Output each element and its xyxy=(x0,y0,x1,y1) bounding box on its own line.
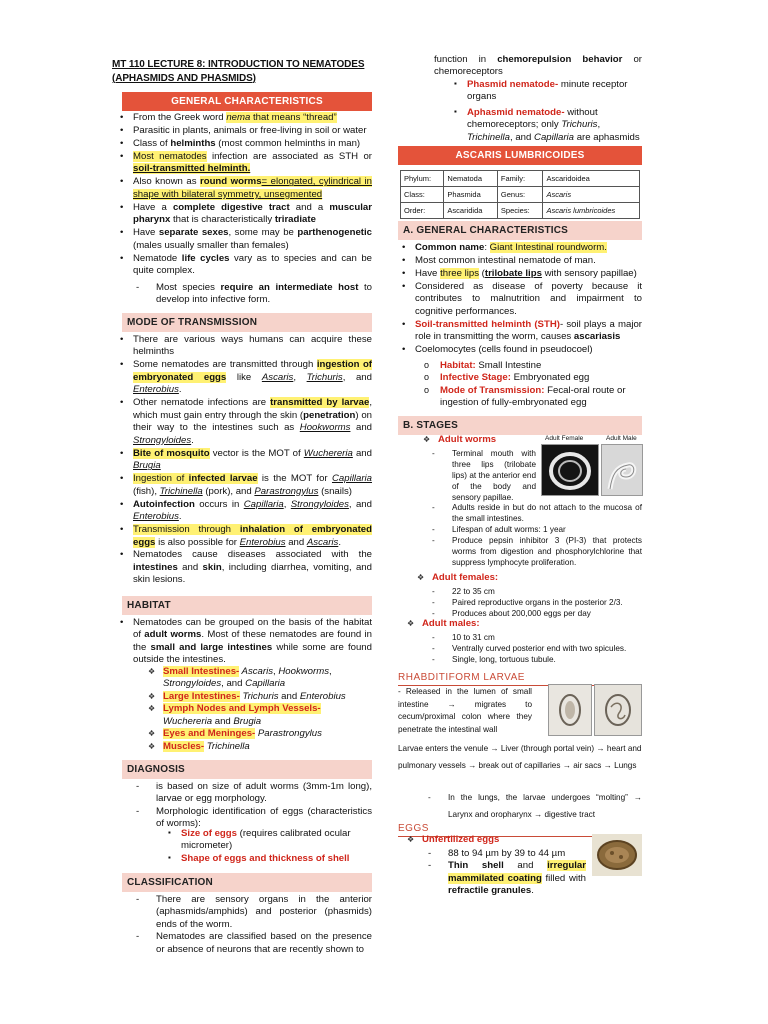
list-item: - 88 to 94 µm by 39 to 44 µm xyxy=(408,848,586,860)
habitat-intro xyxy=(116,617,372,667)
diagnosis-list xyxy=(116,781,372,831)
ascaris-header: ASCARIS LUMBRICOIDES xyxy=(398,146,642,165)
list-item: - 10 to 31 cm xyxy=(412,632,642,643)
adult-males-heading xyxy=(402,618,602,630)
list-item: - Morphologic identification of eggs (characteristics of worms): xyxy=(116,806,372,831)
document-title xyxy=(112,58,374,85)
list-item: ❖ Adult males: xyxy=(402,618,602,630)
adult-worms-list-narrow xyxy=(412,448,536,503)
rhabditiform-text-2: Larvae enters the venule → Liver (through portal vein) → heart and pulmonary vessels → break out of capillaries → air sacs → Lungs xyxy=(398,744,642,771)
list-item: ❖ Muscles- Trichinella xyxy=(143,741,372,753)
adult-female-photo xyxy=(541,444,599,496)
list-item: • From the Greek word nema that means “thread” xyxy=(116,112,372,124)
list-item: ▪ Phasmid nematode- minute receptor organs xyxy=(452,79,642,104)
list-item: o Infective Stage: Embryonated egg xyxy=(398,372,642,384)
list-item: - 22 to 35 cm xyxy=(412,586,642,597)
list-item: • Have a complete digestive tract and a muscular pharynx that is characteristically triradiate xyxy=(116,202,372,227)
list-item: • Nematode life cycles vary as to species and can be quite complex. xyxy=(116,253,372,278)
list-item: - Ventrally curved posterior end with two spicules. xyxy=(412,643,642,654)
section-a-header: A. GENERAL CHARACTERISTICS xyxy=(398,221,642,240)
list-item: • Autoinfection occurs in Capillaria, Strongyloides, and Enterobius. xyxy=(116,499,372,524)
list-item: • Nematodes cause diseases associated with the intestines and skin, including diarrhea, vomiting, and skin lesions. xyxy=(116,549,372,586)
eggs-header: EGGS xyxy=(398,822,642,837)
list-item: - Lifespan of adult worms: 1 year xyxy=(412,524,642,535)
title-line-1: MT 110 LECTURE 8: INTRODUCTION TO NEMATODES xyxy=(112,59,365,70)
list-item: • Most common intestinal nematode of man. xyxy=(398,255,642,267)
larvae-photo-1 xyxy=(548,684,592,736)
list-item: - Adults reside in but do not attach to the mucosa of the small intestines. xyxy=(412,502,642,524)
list-item: • Some nematodes are transmitted through ingestion of embryonated eggs like Ascaris, Trichuris, and Enterobius. xyxy=(116,359,372,396)
list-item: • Considered as disease of poverty because it contributes to malnutrition and impairment to cognitive performances. xyxy=(398,281,642,318)
table-row: Phylum: Nematoda Family: Ascaridoidea xyxy=(401,171,640,187)
habitat-list xyxy=(143,666,372,753)
unfertilized-egg-photo xyxy=(592,834,642,876)
list-item: - Produce pepsin inhibitor 3 (PI-3) that protects worms from digestion and phosphorylchlorine that suppress lymphocyte proliferation. xyxy=(412,535,642,568)
section-b-header: B. STAGES xyxy=(398,416,642,435)
phasmid-list xyxy=(452,79,642,144)
rhabditiform-header: RHABDITIFORM LARVAE xyxy=(398,671,642,686)
list-item: ▪ Size of eggs (requires calibrated ocular micrometer) xyxy=(166,828,372,853)
list-item: - Nematodes are classified based on the presence or absence of neurons that are recently shown to xyxy=(116,931,372,956)
list-item: • Ingestion of infected larvae is the MOT for Capillaria (fish), Trichinella (pork), and Parastrongylus (snails) xyxy=(116,473,372,498)
adult-male-photo xyxy=(601,444,643,496)
mode-of-transmission-list xyxy=(116,334,372,587)
section-a-list xyxy=(398,242,642,357)
list-item: • Nematodes can be grouped on the basis of the habitat of adult worms. Most of these nematodes are found in the small and large intestines while some are found outside the intestines. xyxy=(116,617,372,667)
adult-females-list xyxy=(412,586,642,619)
classification-header: CLASSIFICATION xyxy=(122,873,372,892)
list-item: ❖ Adult worms xyxy=(418,434,548,446)
mode-of-transmission-header: MODE OF TRANSMISSION xyxy=(122,313,372,332)
list-item: o Habitat: Small Intestine xyxy=(398,360,642,372)
adult-worms-heading xyxy=(418,434,548,446)
list-item: - Produces about 200,000 eggs per day xyxy=(412,608,642,619)
list-item: • Transmission through inhalation of embryonated eggs is also possible for Enterobius and Ascaris. xyxy=(116,524,372,549)
list-item: ▪ Aphasmid nematode- without chemoreceptors; only Trichuris, Trichinella, and Capillaria are aphasmids xyxy=(452,107,642,144)
list-item: o Mode of Transmission: Fecal-oral route or ingestion of fully-embryonated egg xyxy=(398,385,642,410)
list-item: • Coelomocytes (cells found in pseudocoel) xyxy=(398,344,642,356)
list-item: - Paired reproductive organs in the posterior 2/3. xyxy=(412,597,642,608)
list-item: ❖ Large Intestines- Trichuris and Enterobius xyxy=(143,691,372,703)
general-sub-list xyxy=(116,282,372,307)
list-item: • Soil-transmitted helminth (STH)- soil plays a major role in transmitting the worm, causes ascariasis xyxy=(398,319,642,344)
adult-male-label: Adult Male xyxy=(606,435,637,442)
section-a-sub-list xyxy=(398,360,642,410)
list-item: ❖ Adult females: xyxy=(412,572,612,584)
larvae-photo-2 xyxy=(594,684,642,736)
diagnosis-sub-list xyxy=(166,828,372,865)
adult-males-list xyxy=(412,632,642,665)
adult-worms-list xyxy=(412,502,642,568)
list-item: - Single, long, tortuous tubule. xyxy=(412,654,642,665)
general-characteristics-header: GENERAL CHARACTERISTICS xyxy=(122,92,372,111)
list-item: • Have three lips (trilobate lips with sensory papillae) xyxy=(398,268,642,280)
diagnosis-header: DIAGNOSIS xyxy=(122,760,372,779)
rhabditiform-list xyxy=(408,789,642,823)
list-item: • Most nematodes infection are associated as STH or soil-transmitted helminth. xyxy=(116,151,372,176)
eggs-list xyxy=(408,848,586,898)
list-item: • There are various ways humans can acquire these helminths xyxy=(116,334,372,359)
habitat-header: HABITAT xyxy=(122,596,372,615)
list-item: - Terminal mouth with three lips (trilobate lips) at the anterior end of the body and sensory papillae. xyxy=(412,448,536,503)
table-row: Order: Ascaridida Species: Ascaris lumbricoides xyxy=(401,203,640,219)
list-item: • Also known as round worms= elongated, cylindrical in shape with bilateral symmetry, unsegmented xyxy=(116,176,372,201)
list-item: - Thin shell and irregular mammilated coating filled with refractile granules. xyxy=(408,860,586,897)
list-item: ❖ Unfertilized eggs xyxy=(402,834,602,846)
list-item: ❖ Lymph Nodes and Lymph Vessels- Wuchereria and Brugia xyxy=(143,703,372,728)
list-item: • Parasitic in plants, animals or free-living in soil or water xyxy=(116,125,372,137)
list-item: - There are sensory organs in the anterior (aphasmids/amphids) and posterior (phasmids) ends of the worm. xyxy=(116,894,372,931)
title-line-2: (APHASMIDS AND PHASMIDS) xyxy=(112,72,256,84)
classification-list xyxy=(116,894,372,956)
taxonomy-table xyxy=(400,170,640,219)
chemoreceptor-text: function in chemorepulsion behavior or chemoreceptors xyxy=(434,54,642,78)
list-item: • Have separate sexes, some may be parthenogenetic (males usually smaller than females) xyxy=(116,227,372,252)
general-characteristics-list xyxy=(116,112,372,278)
list-item: • Other nematode infections are transmitted by larvae, which must gain entry through the skin (penetration) on their way to the intestines such as Hookworms and Strongyloides. xyxy=(116,397,372,447)
list-item: ▪ Shape of eggs and thickness of shell xyxy=(166,853,372,865)
list-item: ❖ Small Intestines- Ascaris, Hookworms, Strongyloides, and Capillaria xyxy=(143,666,372,691)
list-item: • Class of helminths (most common helminths in man) xyxy=(116,138,372,150)
list-item: ❖ Eyes and Meninges- Parastrongylus xyxy=(143,728,372,740)
list-item: • Bite of mosquito vector is the MOT of Wuchereria and Brugia xyxy=(116,448,372,473)
list-item: • Common name: Giant Intestinal roundworm. xyxy=(398,242,642,254)
table-row: Class: Phasmida Genus: Ascaris xyxy=(401,187,640,203)
adult-females-heading xyxy=(412,572,612,584)
list-item: - In the lungs, the larvae undergoes “molting” → Larynx and oropharynx → digestive tract xyxy=(408,789,642,823)
unfertilized-heading xyxy=(402,834,602,846)
list-item: - is based on size of adult worms (3mm-1m long), larvae or egg morphology. xyxy=(116,781,372,806)
list-item: - Most species require an intermediate host to develop into infective form. xyxy=(116,282,372,307)
adult-female-label: Adult Female xyxy=(545,435,584,442)
rhabditiform-text-1: - Released in the lumen of small intestine → migrates to cecum/proximal colon where they penetrate the intestinal wall xyxy=(398,687,532,735)
